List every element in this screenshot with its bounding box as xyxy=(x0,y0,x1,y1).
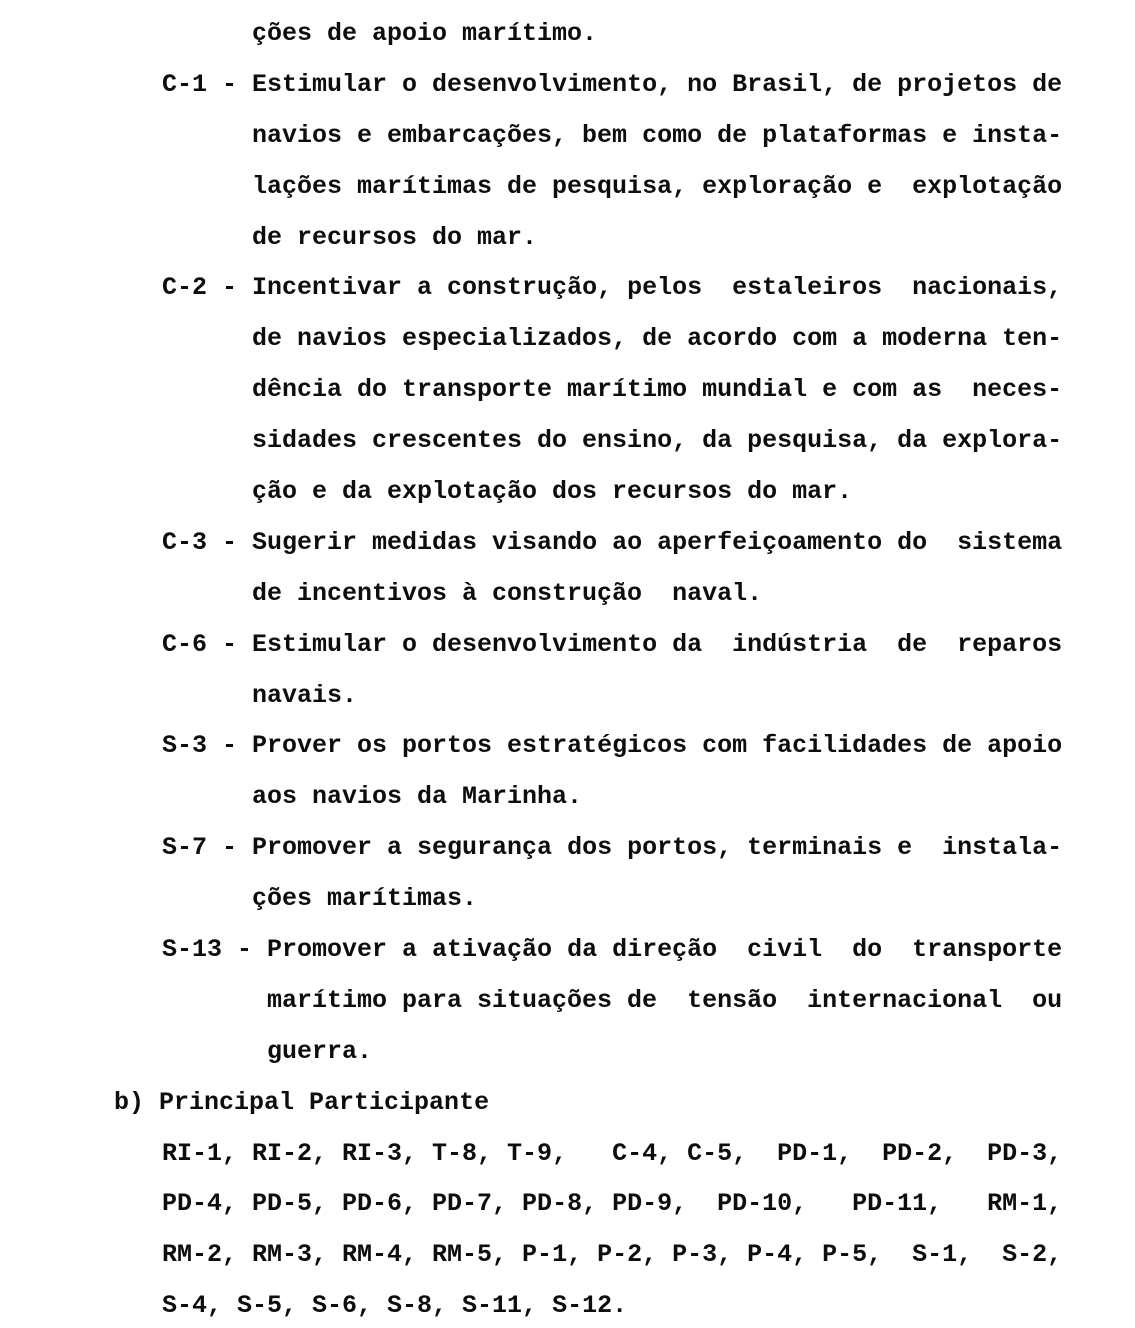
objective-c-1-line-4: de recursos do mar. xyxy=(252,222,538,252)
objective-s-7-line-2: ções marítimas. xyxy=(252,884,478,914)
objective-c-6-line-2: navais. xyxy=(252,680,358,710)
objective-c-2-line-1: C-2 - Incentivar a construção, pelos estaleiros nacionais, xyxy=(162,273,1063,303)
participant-codes-line-4: S-4, S-5, S-6, S-8, S-11, S-12. xyxy=(162,1291,628,1321)
section-b-heading xyxy=(114,1078,1135,1129)
objective-c-6-line-1: C-6 - Estimular o desenvolvimento da indústria de reparos xyxy=(162,629,1063,659)
objective-s-13-line-3: guerra. xyxy=(267,1036,373,1066)
participant-codes-line-3: RM-2, RM-3, RM-4, RM-5, P-1, P-2, P-3, P-4, P-5, S-1, S-2, xyxy=(162,1240,1063,1270)
objective-c-2-line-5: ção e da explotação dos recursos do mar. xyxy=(252,477,853,507)
intro-continuation-line: ções de apoio marítimo. xyxy=(252,19,598,48)
objective-s-13-line-1: S-13 - Promover a ativação da direção civil do transporte xyxy=(162,935,1063,965)
participants-list xyxy=(0,1129,1135,1328)
objective-c-3-line-2: de incentivos à construção naval. xyxy=(252,578,763,608)
section-b-title: Principal Participante xyxy=(159,1087,490,1117)
objective-s-7-line-1: S-7 - Promover a segurança dos portos, terminais e instala- xyxy=(162,833,1063,863)
objective-c-1-line-2: navios e embarcações, bem como de plataformas e insta- xyxy=(252,120,1063,150)
objective-c-2-line-2: de navios especializados, de acordo com a moderna ten- xyxy=(252,324,1063,354)
objective-c-2-line-3: dência do transporte marítimo mundial e com as neces- xyxy=(252,375,1063,405)
participant-codes-line-2: PD-4, PD-5, PD-6, PD-7, PD-8, PD-9, PD-10, PD-11, RM-1, xyxy=(162,1189,1063,1219)
objective-s-3-line-2: aos navios da Marinha. xyxy=(252,782,583,812)
objectives-list xyxy=(0,60,1135,1078)
objective-c-2-line-4: sidades crescentes do ensino, da pesquisa, da explora- xyxy=(252,426,1063,456)
objective-c-3-line-1: C-3 - Sugerir medidas visando ao aperfeiçoamento do sistema xyxy=(162,527,1063,557)
objective-c-1-line-3: lações marítimas de pesquisa, exploração e explotação xyxy=(252,171,1063,201)
objective-s-13-line-2: marítimo para situações de tensão internacional ou xyxy=(267,985,1063,1015)
objective-c-1-line-1: C-1 - Estimular o desenvolvimento, no Brasil, de projetos de xyxy=(162,69,1063,99)
section-b-marker: b) xyxy=(114,1087,145,1117)
objective-s-3-line-1: S-3 - Prover os portos estratégicos com facilidades de apoio xyxy=(162,731,1063,761)
participant-codes-line-1: RI-1, RI-2, RI-3, T-8, T-9, C-4, C-5, PD-1, PD-2, PD-3, xyxy=(162,1138,1063,1168)
